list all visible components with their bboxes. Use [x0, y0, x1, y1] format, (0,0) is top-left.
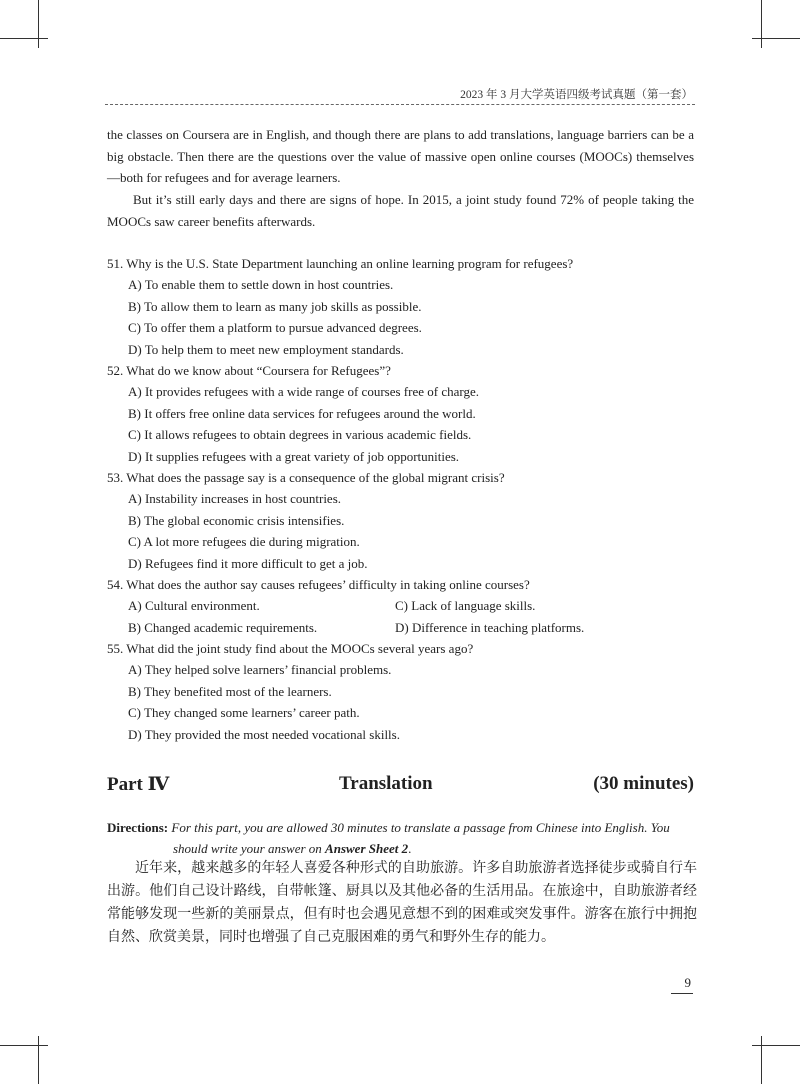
crop-mark — [0, 1045, 48, 1046]
answer-sheet-ref: Answer Sheet 2 — [325, 841, 409, 856]
option-c[interactable]: C) They changed some learners’ career path. — [128, 705, 360, 720]
option-a[interactable]: A) They helped solve learners’ financial problems. — [128, 662, 392, 677]
option-c[interactable]: C) To offer them a platform to pursue advanced degrees. — [128, 320, 422, 335]
question-stem: 53. What does the passage say is a consequence of the global migrant crisis? — [107, 470, 505, 485]
page-number: 9 — [671, 975, 694, 994]
directions — [107, 817, 697, 859]
option-d[interactable]: D) To help them to meet new employment standards. — [128, 342, 404, 357]
option-b[interactable]: B) To allow them to learn as many job skills as possible. — [128, 299, 422, 314]
directions-text: For this part, you are allowed 30 minutes to translate a passage from Chinese into English. You — [171, 820, 670, 835]
option-c[interactable]: C) It allows refugees to obtain degrees in various academic fields. — [128, 427, 472, 442]
option-b[interactable]: B) It offers free online data services for refugees around the world. — [128, 406, 476, 421]
option-d[interactable]: D) Refugees find it more difficult to get a job. — [128, 556, 368, 571]
question-stem: 54. What does the author say causes refugees’ difficulty in taking online courses? — [107, 577, 530, 592]
option-d[interactable]: D) Difference in teaching platforms. — [395, 620, 585, 635]
question-stem: 51. Why is the U.S. State Department launching an online learning program for refugees? — [107, 256, 574, 271]
crop-mark — [38, 1036, 39, 1084]
option-c[interactable]: C) A lot more refugees die during migration. — [128, 534, 360, 549]
option-d[interactable]: D) They provided the most needed vocational skills. — [128, 727, 400, 742]
crop-mark — [761, 1036, 762, 1084]
running-header: 2023 年 3 月大学英语四级考试真题（第一套） — [460, 89, 693, 101]
question-stem: 52. What do we know about “Coursera for Refugees”? — [107, 363, 391, 378]
option-d[interactable]: D) It supplies refugees with a great variety of job opportunities. — [128, 449, 460, 464]
part-time: (30 minutes) — [593, 773, 694, 794]
crop-mark — [752, 1045, 800, 1046]
option-a[interactable]: A) To enable them to settle down in host countries. — [128, 277, 394, 292]
question-stem: 55. What did the joint study find about the MOOCs several years ago? — [107, 641, 474, 656]
option-b[interactable]: B) The global economic crisis intensifies. — [128, 513, 345, 528]
crop-mark — [761, 0, 762, 48]
crop-mark — [0, 38, 48, 39]
directions-line-2 — [107, 838, 697, 859]
directions-end: . — [408, 841, 412, 856]
option-b[interactable]: B) They benefited most of the learners. — [128, 684, 332, 699]
part-title: Translation — [339, 773, 433, 794]
passage-paragraph: the classes on Coursera are in English, and though there are plans to add translations, language barriers can be a big obstacle. Then there are the questions over the value of massive open online courses (MOOCs) themselves—both for refugees and for average learners. — [107, 127, 694, 185]
part-label: Part Ⅳ — [107, 774, 170, 795]
option-a[interactable]: A) Cultural environment. — [128, 598, 260, 613]
translation-passage: 近年来，越来越多的年轻人喜爱各种形式的自助旅游。许多自助旅游者选择徒步或骑自行车出游。他们自己设计路线，自带帐篷、厨具以及其他必备的生活用品。在旅途中，自助旅游者经常能够发现一些新的美丽景点，但有时也会遇见意想不到的困难或突发事件。游客在旅行中拥抱自然、欣赏美景，同时也增强了自己克服困难的勇气和野外生存的能力。 — [107, 860, 697, 945]
option-c[interactable]: C) Lack of language skills. — [395, 598, 536, 613]
directions-label: Directions: — [107, 820, 169, 835]
option-a[interactable]: A) Instability increases in host countries. — [128, 491, 342, 506]
option-b[interactable]: B) Changed academic requirements. — [128, 620, 318, 635]
crop-mark — [752, 38, 800, 39]
header-divider — [105, 104, 695, 105]
directions-text: should write your answer on — [173, 841, 322, 856]
option-a[interactable]: A) It provides refugees with a wide range of courses free of charge. — [128, 384, 479, 399]
crop-mark — [38, 0, 39, 48]
passage-paragraph: But it’s still early days and there are signs of hope. In 2015, a joint study found 72% of people taking the MOOCs saw career benefits afterwards. — [107, 192, 694, 229]
